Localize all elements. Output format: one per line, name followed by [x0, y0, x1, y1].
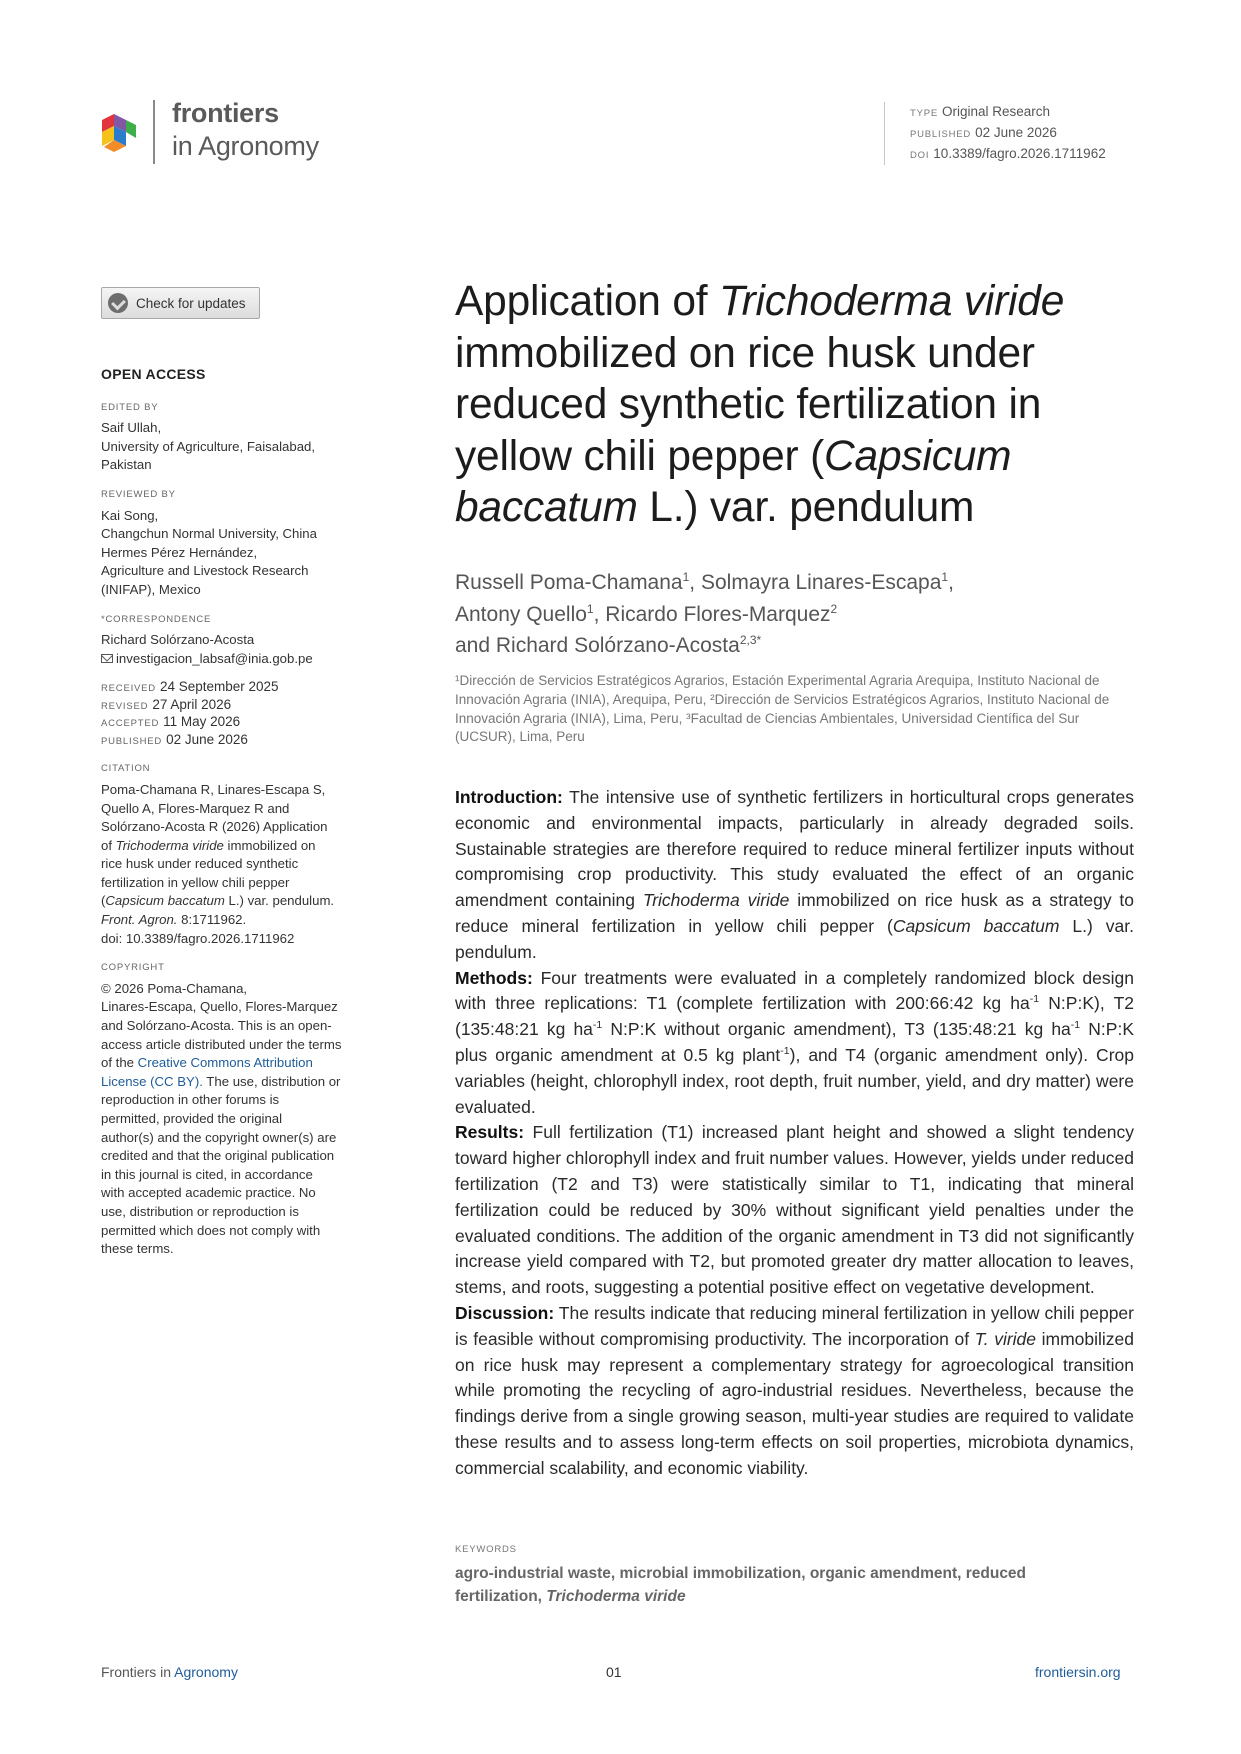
logo-divider: [153, 100, 155, 164]
footer-site-link[interactable]: frontiersin.org: [1035, 1664, 1121, 1680]
abstract-results: Results: Full fertilization (T1) increased plant height and showed a slight tendency toward higher chlorophyll index and fruit number values. However, yields under reduced fertilization (T2 and T3) were statistically similar to T1, indicating that mineral fertilization could be reduced by 30% without significant yield penalties under the evaluated conditions. The addition of the organic amendment in T3 did not significantly increase yield compared with T2, but promoted greater dry matter allocation to leaves, stems, and roots, suggesting a potential positive effect on vegetative development.: [455, 1122, 1134, 1298]
author[interactable]: Russell Poma-Chamana$^1$: [455, 570, 690, 594]
journal-logo[interactable]: [100, 98, 350, 170]
copyright-line: of the Creative Commons Attribution: [101, 1055, 313, 1071]
reviewer-line: Agriculture and Livestock Research: [101, 563, 309, 579]
article-meta: [884, 102, 1106, 165]
citation-label: CITATION: [101, 763, 151, 775]
footer-journal-link[interactable]: Agronomy: [174, 1664, 238, 1680]
correspondence-name: Richard Solórzano-Acosta: [101, 632, 255, 648]
mail-icon: [101, 654, 113, 663]
revised-date: REVISED 27 April 2026: [101, 696, 232, 712]
page-number: 01: [606, 1664, 622, 1680]
copyright-line: credited and that the original publication: [101, 1148, 335, 1164]
copyright-section: [101, 959, 381, 1259]
editor-line: University of Agriculture, Faisalabad,: [101, 438, 316, 454]
doi: DOI 10.3389/fagro.2026.1711962: [910, 146, 1106, 161]
keywords-label: KEYWORDS: [455, 1544, 517, 1555]
published-date-sidebar: PUBLISHED 02 June 2026: [101, 731, 248, 747]
reviewer-line: Hermes Pérez Hernández,: [101, 544, 258, 560]
copyright-line: permitted, provided the original: [101, 1111, 283, 1126]
author[interactable]: and Richard Solórzano-Acosta$^{2,3*}$: [455, 633, 762, 657]
author[interactable]: Ricardo Flores-Marquez$^2$: [605, 601, 838, 626]
correspondence-label: *CORRESPONDENCE: [101, 613, 212, 625]
open-access-label: OPEN ACCESS: [101, 366, 206, 382]
editor-line: Pakistan: [101, 457, 152, 473]
dates-section: [101, 679, 381, 749]
frontiers-logo-icon: [100, 110, 140, 154]
copyright-line: © 2026 Poma-Chamana,: [101, 980, 248, 996]
edited-by-label: EDITED BY: [101, 401, 159, 413]
copyright-line: reproduction in other forums is: [101, 1092, 280, 1108]
sidebar: [101, 365, 381, 1270]
citation-line: fertilization in yellow chili pepper: [101, 874, 290, 890]
article-type: TYPE Original Research: [910, 104, 1051, 119]
logo-journal-name: in Agronomy: [172, 131, 319, 161]
citation-line: of Trichoderma viride immobilized on: [101, 837, 316, 853]
author-list: Russell Poma-Chamana$^1$, Solmayra Linares-Escapa$^1$, Antony Quello$^1$, Ricardo Flores-Marquez$^2$ and Richard Solórzano-Acosta$^{2,3*}$: [455, 570, 954, 657]
logo-wordmark: frontiers: [172, 98, 279, 128]
copyright-label: COPYRIGHT: [101, 962, 165, 974]
abstract-introduction: Introduction: The intensive use of synthetic fertilizers in horticultural crops generates economic and environmental impacts, particularly in already degraded soils. Sustainable strategies are therefore required to reduce mineral fertilizer inputs without compromising crop productivity. This study evaluated the effect of an organic amendment containing Trichoderma viride immobilized on rice husk as a strategy to reduce mineral fertilization in yellow chili pepper (Capsicum baccatum L.) var. pendulum.: [455, 787, 1134, 962]
reviewed-by-label: REVIEWED BY: [101, 488, 176, 500]
correspondence-email-row: [101, 650, 381, 669]
correspondence-email[interactable]: investigacion_labsaf@inia.gob.pe: [116, 650, 313, 666]
abstract-methods: Methods: Four treatments were evaluated in a completely randomized block design with three replications: T1 (complete fertilization with 200:66:42 kg $ha^{-1}$ N:P:K), T2 (135:48:21 kg $ha^{-1}$ N:P:K without organic amendment), T3 (135:48:21 kg $ha^{-1}$ N:P:K plus organic amendment at 0.5 kg plant$^{-1}$), and T4 (organic amendment only). Crop variables (height, chlorophyll index, root depth, fruit number, yield, and dry matter) were evaluated.: [455, 967, 1135, 1117]
affiliations: ¹Dirección de Servicios Estratégicos Agrarios, Estación Experimental Agraria Arequipa, Instituto Nacional de Innovación Agraria (INIA), Arequipa, Peru, ²Dirección de Servicios Estratégicos Agrarios, Instituto Nacional de Innovación Agraria (INIA), Lima, Peru, ³Facultad de Ciencias Ambientales, Universidad Científica del Sur (UCSUR), Lima, Peru: [455, 673, 1110, 745]
copyright-line: permitted which does not comply with: [101, 1222, 321, 1238]
copyright-line: these terms.: [101, 1241, 174, 1257]
check-for-updates-label: Check for updates: [136, 295, 246, 311]
citation-line: Quello A, Flores-Marquez R and: [101, 800, 290, 816]
citation-line: Front. Agron. 8:1711962.: [101, 912, 247, 928]
reviewed-by-section: [101, 486, 381, 600]
check-updates-icon: [108, 293, 128, 313]
cc-license-link[interactable]: Creative Commons Attribution: [137, 1055, 313, 1071]
footer-journal: Frontiers in Agronomy: [101, 1664, 238, 1680]
citation-line: Solórzano-Acosta R (2026) Application: [101, 819, 328, 835]
reviewer-line: (INIFAP), Mexico: [101, 581, 201, 597]
author[interactable]: Solmayra Linares-Escapa$^1$: [700, 570, 949, 594]
copyright-line: License (CC BY). The use, distribution or: [101, 1073, 341, 1089]
copyright-line: author(s) and the copyright owner(s) are: [101, 1129, 337, 1145]
copyright-line: use, distribution or reproduction is: [101, 1203, 299, 1219]
reviewer-line: Kai Song,: [101, 507, 159, 523]
cc-license-link-2[interactable]: License (CC BY).: [101, 1073, 203, 1089]
received-date: RECEIVED 24 September 2025: [101, 679, 279, 695]
citation-line: Poma-Chamana R, Linares-Escapa S,: [101, 781, 326, 797]
citation-section: [101, 760, 381, 948]
copyright-line: access article distributed under the terms: [101, 1036, 342, 1052]
copyright-line: with accepted academic practice. No: [101, 1185, 316, 1201]
abstract-discussion: Discussion: The results indicate that reducing mineral fertilization in yellow chili pepper is feasible without compromising productivity. The incorporation of T. viride immobilized on rice husk may represent a complementary strategy for agroecological transition while promoting the recycling of agro-industrial residues. Nevertheless, because the findings derive from a single growing season, multi-year studies are required to validate these results and to assess long-term effects on soil properties, microbiota dynamics, commercial scalability, and economic viability.: [455, 1302, 1135, 1478]
citation-doi: doi: 10.3389/fagro.2026.1711962: [101, 930, 295, 946]
correspondence-section: [101, 611, 381, 669]
copyright-line: Linares-Escapa, Quello, Flores-Marquez: [101, 999, 338, 1015]
copyright-line: and Solórzano-Acosta. This is an open-: [101, 1018, 332, 1034]
citation-line: (Capsicum baccatum L.) var. pendulum.: [101, 893, 335, 909]
copyright-line: in this journal is cited, in accordance: [101, 1166, 313, 1182]
accepted-date: ACCEPTED 11 May 2026: [101, 714, 241, 730]
editor-line: Saif Ullah,: [101, 420, 162, 436]
edited-by-section: [101, 399, 381, 475]
author[interactable]: Antony Quello$^1$: [455, 601, 594, 626]
check-for-updates-button[interactable]: [101, 287, 260, 319]
published-date: PUBLISHED 02 June 2026: [910, 125, 1057, 140]
article-title: Application of Trichoderma viride immobilized on rice husk under reduced synthetic fertilization in yellow chili pepper (Capsicum baccatum L.) var. pendulum: [455, 278, 1065, 531]
reviewer-line: Changchun Normal University, China: [101, 526, 317, 542]
keywords: agro-industrial waste, microbial immobilization, organic amendment, reduced fertilization, Trichoderma viride: [455, 1565, 1027, 1605]
citation-line: rice husk under reduced synthetic: [101, 856, 299, 872]
abstract: [455, 785, 1134, 1482]
